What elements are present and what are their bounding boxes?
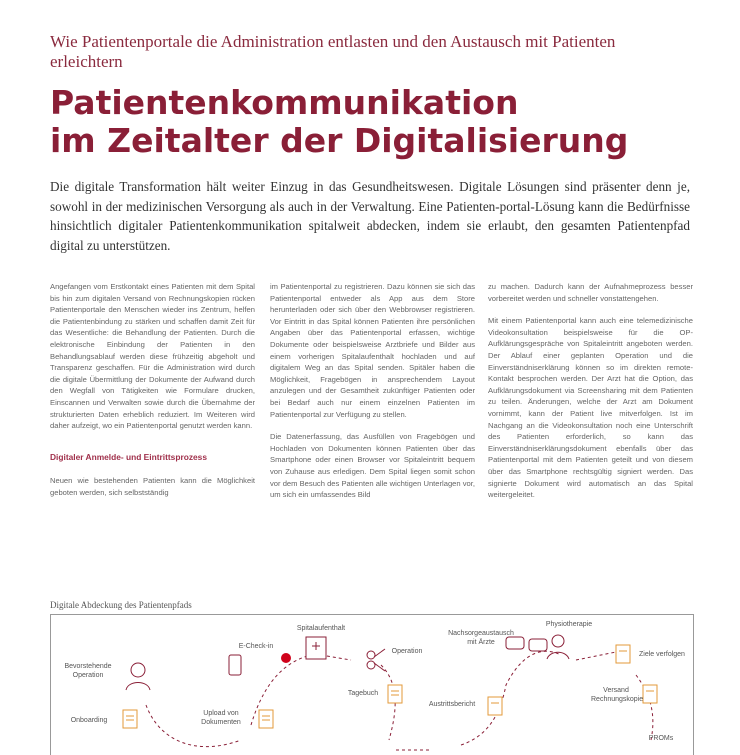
article-headline <box>50 84 710 160</box>
document-icon-tagebuch <box>388 685 402 703</box>
phone-icon <box>229 655 241 675</box>
label-ziele-verfolgen: Ziele verfolgen <box>639 651 685 658</box>
headline-line-2: im Zeitalter der Digitalisierung <box>50 121 629 160</box>
hospital-icon <box>306 637 326 659</box>
article-lead: Die digitale Transformation hält weiter Einzug in das Gesundheitswesen. Digitale Lösungen sind präsenter denn je, sowohl in der medizinischen Versorgung als auch in der Verwaltung. Eine Patienten-portal-Lösung kann die Bedürfnisse hinsichtlich digitaler Patientenkommunikation spitalweit abdecken, indem sie erlaubt, den gesamten Patientenpfad digital zu unterstützen. <box>50 179 690 253</box>
label-nachsorge: Nachsorgeaustausch mit Ärzte <box>448 630 514 646</box>
paragraph: Neuen wie bestehenden Patienten kann die Möglichkeit geboten werden, sich selbstständig <box>50 476 255 497</box>
patient-journey-diagram <box>51 615 693 755</box>
scissors-icon <box>367 649 385 671</box>
echeckin-dot <box>281 653 291 663</box>
paragraph: im Patientenportal zu registrieren. Dazu können sie sich das Patientenportal entweder als App aus dem Store herunterladen oder sich über den Webbrowser registrieren. Vor Eintritt in das Spital können Patienten ihre persönlichen Angaben über das Patientenportal erfassen, wichtige Dokumente oder beispielsweise Arztbriefe und Bilder aus einem vorherigen Spitalaufenthalt hochladen und auf digitalem Weg an das Spital senden. Spitäler haben die Möglichkeit, Fragebögen in ansprechendem Layout anzulegen und der Gesamtheit zukünftiger Patienten oder bei Bedarf auch nur einem einzelnen Patienten im Patientenportal zur Verfügung zu stellen. <box>270 282 475 419</box>
label-upload: Upload von Dokumenten <box>201 710 241 726</box>
text-column-2 <box>270 281 475 512</box>
physio-icon <box>547 635 569 659</box>
paragraph: Die Datenerfassung, das Ausfüllen von Fragebögen und Hochladen von Dokumenten können Patienten über das Smartphone oder einen Browser vor Spitaleintritt bequem von Zuhause aus erledigen. Dem Spital liegen somit schon vor dem Besuch des Patienten alle wichtigen Unterlagen vor, um sich ein umfassendes Bild <box>270 432 475 500</box>
patient-journey-figure <box>50 614 694 755</box>
document-icon-austritt <box>488 697 502 715</box>
label-bevorstehende-operation: Bevorstehende Operation <box>64 663 112 679</box>
label-onboarding: Onboarding <box>70 717 108 724</box>
label-physiotherapie: Physiotherapie <box>545 621 593 628</box>
text-column-1 <box>50 281 255 510</box>
label-austrittsbericht: Austrittsbericht <box>428 701 476 708</box>
document-icon-ziele <box>616 645 630 663</box>
document-icon-upload <box>259 710 273 728</box>
label-spitalaufenthalt: Spitalaufenthalt <box>296 625 346 632</box>
paragraph: Mit einem Patientenportal kann auch eine telemedizinische Videokonsultation beispielsweise für die OP-Aufklärungsgespräche von Spitaleintritt angeboten werden. Der Ablauf einer geplanten Operation und die Einverständniserklärung können so im direkten remote-Kontakt besprochen werden. Der Arzt hat die Option, das Aufklärungsdokument via Screensharing mit dem Patienten zu teilen. Änderungen, welche der Arzt am Dokument vornimmt, kann der Patient live mitverfolgen. Ist im Nachgang an die Videokonsultation noch eine Unterschrift des Patienten erforderlich, so kann das Einverständniserklärungsdokument ebenfalls über das Patientenportal mit dem Patienten geteilt und von diesem über das Smartphone rechtsgültig signiert werden. Das signierte Dokument wird automatisch an das Spital weitergeleitet. <box>488 316 693 500</box>
label-operation: Operation <box>391 648 423 655</box>
paragraph: Angefangen vom Erstkontakt eines Patienten mit dem Spital bis hin zum digitalen Versand von Rechnungskopien rücken Patientenportale den Menschen wieder ins Zentrum, helfen die Patientenbindung zu stärken und schaffen damit Zeit für das Wesentliche: die Behandlung der Patienten. Durch die elektronische Einbindung der Patienten in den Behandlungsablauf werden diese frühzeitig abgeholt und Transparenz geschaffen. Für die Administration wird durch die digitale Übermittlung der Dokumente der Aufwand durch den Wegfall von Tätigkeiten wie Formulare drucken, Einscannen und Verwalten sowie durch die Übernahme der strukturierten Daten erheblich reduziert. Im Weiteren wird daher aufzeigt, wo ein Patientenportal genutzt werden kann. <box>50 282 255 431</box>
patient-icon <box>126 663 150 690</box>
text-column-3 <box>488 281 693 512</box>
label-tagebuch: Tagebuch <box>347 690 379 697</box>
label-echeckin: E-Check-in <box>238 643 274 650</box>
label-proms: PROMs <box>648 735 674 742</box>
section-subheading: Digitaler Anmelde- und Eintrittsprozess <box>50 451 207 462</box>
paragraph: zu machen. Dadurch kann der Aufnahmeprozess besser vorbereitet werden und schneller vonstattengehen. <box>488 282 693 303</box>
headline-line-1: Patientenkommunikation <box>50 83 519 122</box>
figure-caption: Digitale Abdeckung des Patientenpfads <box>50 600 192 610</box>
document-icon-rechnung <box>643 685 657 703</box>
document-icon-onboarding <box>123 710 137 728</box>
article-kicker: Wie Patientenportale die Administration entlasten und den Austausch mit Patienten erleichtern <box>50 32 616 71</box>
label-versand-rechnungskopie: Versand Rechnungskopie <box>591 687 644 703</box>
